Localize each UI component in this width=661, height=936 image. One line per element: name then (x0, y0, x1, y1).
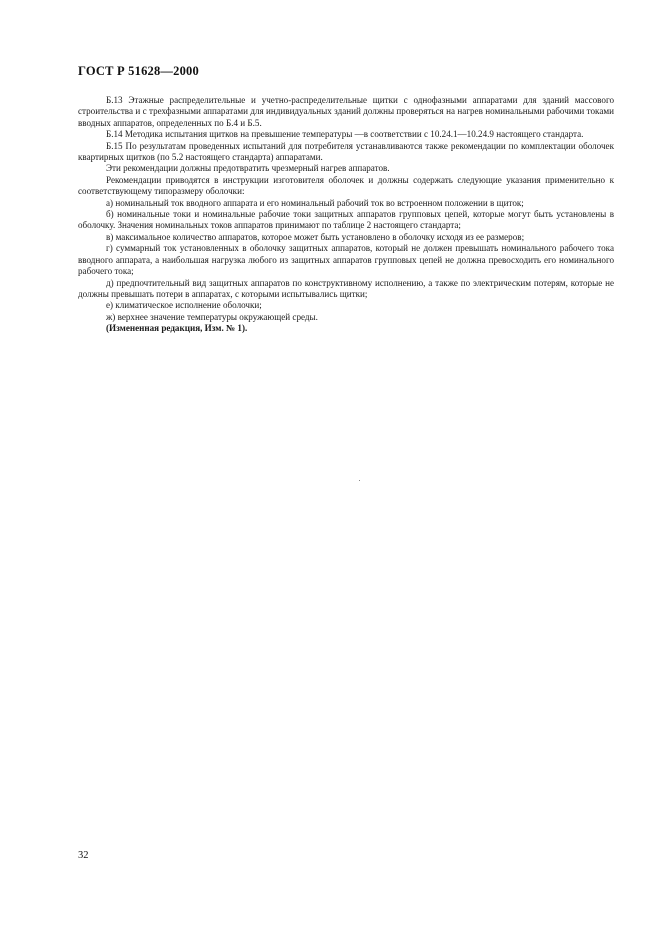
list-item-d: д) предпочтительный вид защитных аппаратов по конструктивному исполнению, а также по электрическим потерям, которые не должны превышать потери в аппаратах, с которыми испытывались щитки; (78, 277, 614, 299)
list-item-zh: ж) верхнее значение температуры окружающей среды. (106, 311, 318, 322)
document-body (78, 95, 614, 335)
page-number: 32 (78, 850, 89, 861)
paragraph-recommendations-purpose: Эти рекомендации должны предотвратить чрезмерный нагрев аппаратов. (106, 163, 390, 174)
list-item-v: в) максимальное количество аппаратов, которое может быть установлено в оболочку исходя из ее размеров; (106, 231, 525, 242)
paragraph-b13: Б.13 Этажные распределительные и учетно-распределительные щитки с однофазными аппаратами для зданий массового строительства и с трехфазными аппаратами для индивидуальных зданий должны проверяться на нагрев номинальными рабочими токами вводных аппаратов, определенных по Б.4 и Б.5. (78, 95, 614, 128)
amendment-note: (Измененная редакция, Изм. № 1). (106, 323, 248, 334)
list-item-b: б) номинальные токи и номинальные рабочие токи защитных аппаратов групповых цепей, которые могут быть установлены в оболочку. Значения номинальных токов аппаратов принимают по таблице 2 настоящего стандарта; (78, 209, 614, 231)
document-header: ГОСТ Р 51628—2000 (78, 64, 199, 78)
scan-speck (359, 480, 360, 481)
list-item-e: е) климатическое исполнение оболочки; (106, 300, 262, 311)
list-item-a: а) номинальный ток вводного аппарата и его номинальный рабочий ток во встроенном положении в щиток; (106, 197, 524, 208)
paragraph-b15: Б.15 По результатам проведенных испытаний для потребителя устанавливаются также рекомендации по комплектации оболочек квартирных щитков (по 5.2 настоящего стандарта) аппаратами. (78, 140, 614, 163)
list-item-g: г) суммарный ток установленных в оболочку защитных аппаратов, который не должен превышать номинального рабочего тока вводного аппарата, а наибольшая нагрузка любого из защитных аппаратов групповых цепей не должна превосходить его номинального рабочего тока; (78, 243, 614, 277)
paragraph-b14: Б.14 Методика испытания щитков на превышение температуры —в соответствии с 10.24.1—10.24.9 настоящего стандарта. (106, 129, 584, 140)
paragraph-recommendations-content: Рекомендации приводятся в инструкции изготовителя оболочек и должны содержать следующие указания применительно к соответствующему типоразмеру оболочки: (78, 174, 614, 197)
